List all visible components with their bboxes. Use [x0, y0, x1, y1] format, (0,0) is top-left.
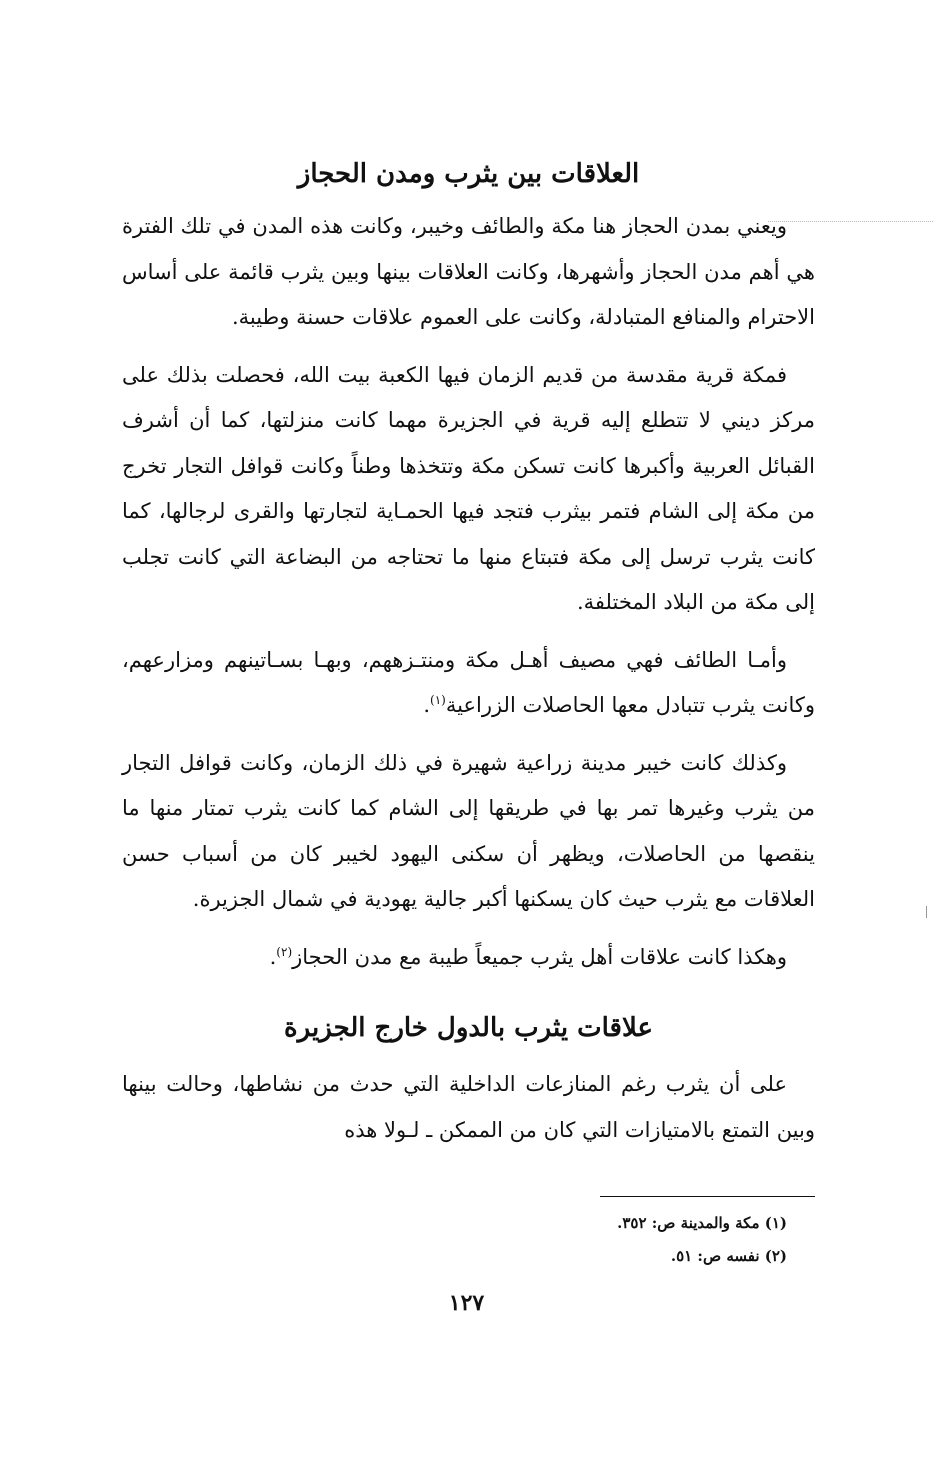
scan-artifact-edge [926, 906, 931, 918]
paragraph-intro: ويعني بمدن الحجاز هنا مكة والطائف وخيبر، وكانت هذه المدن في تلك الفترة هي أهم مدن الحجاز وأشهرها، وكانت العلاقات بينها وبين يثرب قائمة على أساس الاحترام والمنافع المتبادلة، وكانت على العموم علاقات حسنة وطيبة. [122, 214, 815, 329]
page-body [122, 150, 815, 1165]
paragraph-summary-text: وهكذا كانت علاقات أهل يثرب جميعاً طيبة مع مدن الحجاز [292, 944, 787, 969]
section-heading-foreign: علاقات يثرب بالدول خارج الجزيرة [284, 1013, 653, 1043]
paragraph-mecca: فمكة قرية مقدسة من قديم الزمان فيها الكعبة بيت الله، فحصلت بذلك على مركز ديني لا تتطلع إليه قرية في الجزيرة مهما كانت منزلتها، كما أن أشرف القبائل العربية وأكبرها كانت تسكن مكة وتتخذها وطناً وكانت قوافل التجار تخرج من مكة إلى الشام فتمر بيثرب فتجد فيها الحمـاية لتجارتها والقرى لرجالها، كما كانت يثرب ترسل إلى مكة فتبتاع منها ما تحتاجه من البضاعة التي كانت تجلب إلى مكة من البلاد المختلفة. [122, 362, 815, 614]
footnote-ref-1[interactable]: (١) [430, 693, 446, 707]
page-number: ١٢٧ [448, 1290, 485, 1316]
footnote-ref-2[interactable]: (٢) [276, 944, 293, 959]
footnote-1: (١) مكة والمدينة ص: ٣٥٢. [617, 1214, 787, 1232]
paragraph-summary-end: . [269, 944, 277, 969]
footnote-divider [600, 1196, 815, 1197]
paragraph-foreign-relations: على أن يثرب رغم المنازعات الداخلية التي حدث من نشاطها، وحالت بينها وبين التمتع بالامتيازات التي كان من الممكن ـ لـولا هذه [122, 1072, 815, 1142]
paragraph-summary [122, 935, 815, 981]
section-heading-hijaz: العلاقات بين يثرب ومدن الحجاز [297, 159, 640, 189]
paragraph-khaybar: وكذلك كانت خيبر مدينة زراعية شهيرة في ذلك الزمان، وكانت قوافل التجار من يثرب وغيرها تمر بها في طريقها إلى الشام كما كانت يثرب تمتار منها ما ينقصها من الحاصلات، ويظهر أن سكنى اليهود لخيبر كان من أسباب حسن العلاقات مع يثرب حيث كان يسكنها أكبر جالية يهودية في شمال الجزيرة. [122, 750, 815, 911]
paragraph-taif [122, 638, 815, 729]
paragraph-taif-text: وأمـا الطائف فهي مصيف أهـل مكة ومنتـزههم، وبهـا بسـاتينهم ومزارعهم، وكانت يثرب تتبادل معها الحاصلات الزراعية [122, 647, 815, 717]
paragraph-taif-end: . [423, 693, 431, 717]
footnotes [122, 1196, 815, 1273]
footnote-2: (٢) نفسه ص: ٥١. [670, 1247, 787, 1265]
